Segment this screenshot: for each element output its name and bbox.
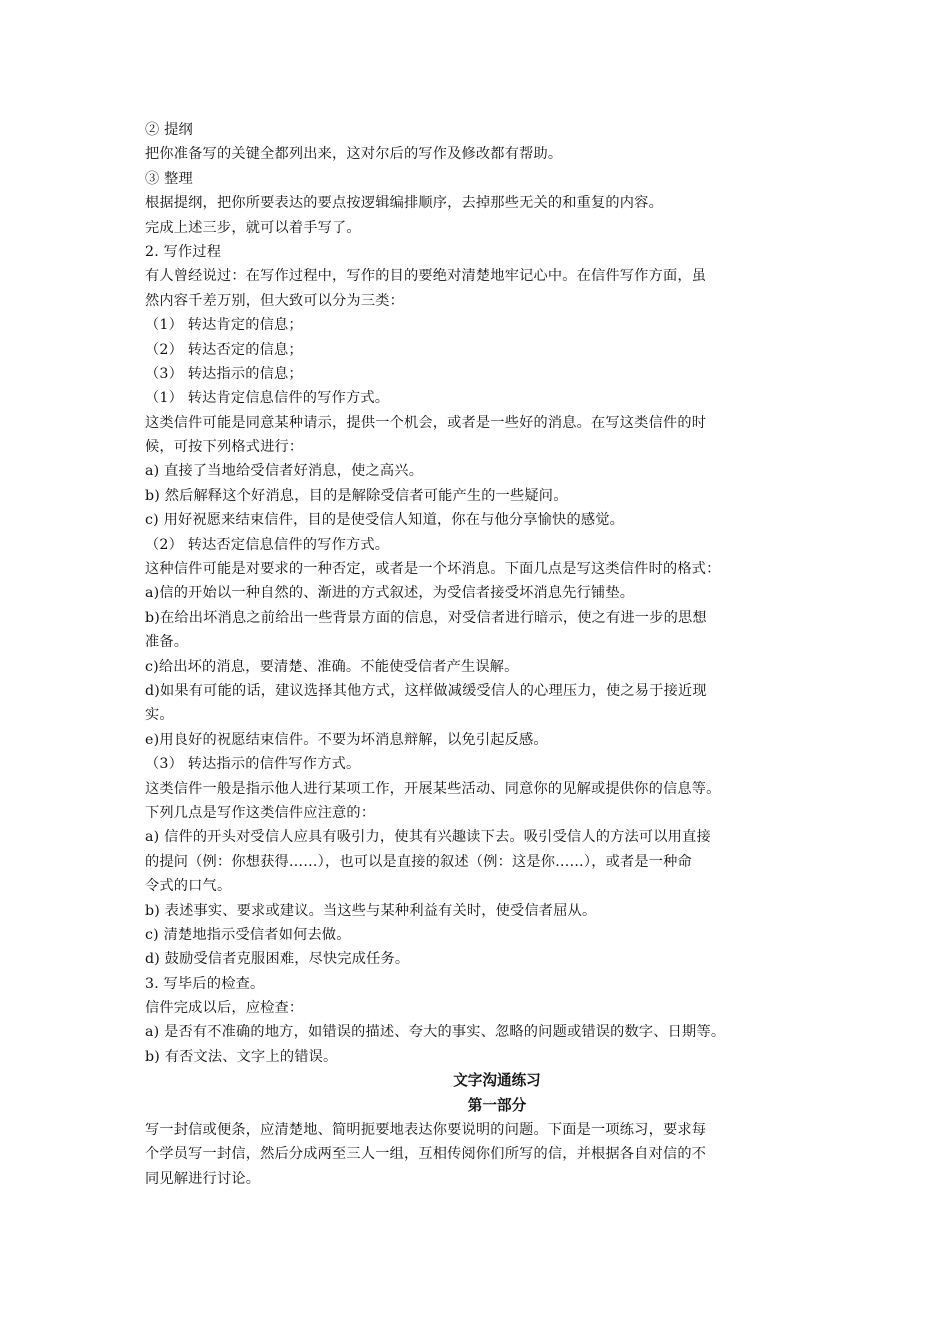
text-line: d) 鼓励受信者克服困难，尽快完成任务。 (145, 951, 410, 968)
text-line: 这类信件可能是同意某种请示，提供一个机会，或者是一些好的消息。在写这类信件的时 (145, 414, 707, 431)
text-line: 个学员写一封信，然后分成两至三人一组，互相传阅你们所写的信，并根据各自对信的不 (145, 1146, 707, 1163)
text-line: 信件完成以后，应检查： (145, 1000, 304, 1017)
section-heading: 文字沟通练习 (453, 1072, 541, 1090)
text-line: 2. 写作过程 (145, 243, 222, 260)
text-line: （1） 转达肯定的信息； (145, 317, 303, 334)
text-line: （2） 转达否定信息信件的写作方式。 (145, 536, 390, 553)
subsection-heading: 第一部分 (467, 1096, 527, 1114)
text-line: 实。 (145, 707, 174, 724)
text-line: a) 直接了当地给受信者好消息，使之高兴。 (145, 463, 424, 480)
text-line: 完成上述三步，就可以着手写了。 (145, 219, 361, 236)
text-line: c)给出坏的消息，要清楚、准确。不能使受信者产生误解。 (145, 658, 519, 675)
text-line: e)用良好的祝愿结束信件。不要为坏消息辩解，以免引起反感。 (145, 731, 548, 748)
text-line: 下列几点是写作这类信件应注意的： (145, 804, 376, 821)
text-line: c) 清楚地指示受信者如何去做。 (145, 926, 351, 943)
text-line: b)在给出坏消息之前给出一些背景方面的信息，对受信者进行暗示，使之有进一步的思想 (145, 609, 707, 626)
text-line: 准备。 (145, 634, 189, 651)
text-line: b) 有否文法、文字上的错误。 (145, 1048, 338, 1065)
body-text (0, 118, 950, 1069)
text-line: 候，可按下列格式进行： (145, 439, 304, 456)
text-line: b) 然后解释这个好消息，目的是解除受信者可能产生的一些疑问。 (145, 487, 568, 504)
text-line: （1） 转达肯定信息信件的写作方式。 (145, 390, 390, 407)
text-line: 然内容千差万别，但大致可以分为三类： (145, 292, 404, 309)
text-line: a)信的开始以一种自然的、渐进的方式叙述，为受信者接受坏消息先行铺垫。 (145, 585, 635, 602)
text-line: 同见解进行讨论。 (145, 1170, 261, 1187)
text-line: 把你准备写的关键全都列出来，这对尔后的写作及修改都有帮助。 (145, 146, 563, 163)
exercise-text (0, 1118, 950, 1191)
text-line: 的提问（例：你想获得……），也可以是直接的叙述（例：这是你……），或者是一种命 (145, 853, 692, 870)
text-line: a) 是否有不准确的地方，如错误的描述、夸大的事实、忽略的问题或错误的数字、日期等。 (145, 1024, 726, 1041)
text-line: 令式的口气。 (145, 878, 232, 895)
text-line: 这种信件可能是对要求的一种否定，或者是一个坏消息。下面几点是写这类信件时的格式： (145, 561, 721, 578)
text-line: 写一封信或便条，应清楚地、简明扼要地表达你要说明的问题。下面是一项练习，要求每 (145, 1122, 707, 1139)
text-line: d)如果有可能的话，建议选择其他方式，这样做减缓受信人的心理压力，使之易于接近现 (145, 682, 707, 699)
text-line: b) 表述事实、要求或建议。当这些与某种利益有关时，使受信者屈从。 (145, 902, 597, 919)
text-line: c) 用好祝愿来结束信件，目的是使受信人知道，你在与他分享愉快的感觉。 (145, 512, 624, 529)
text-line: （3） 转达指示的信息； (145, 365, 303, 382)
text-line: 根据提纲，把你所要表达的要点按逻辑编排顺序，去掉那些无关的和重复的内容。 (145, 195, 663, 212)
text-line: 这类信件一般是指示他人进行某项工作，开展某些活动、同意你的见解或提供你的信息等。 (145, 780, 721, 797)
text-line: （3） 转达指示的信件写作方式。 (145, 756, 361, 773)
text-line: ② 提纲 (145, 122, 193, 138)
text-line: 有人曾经说过：在写作过程中，写作的目的要绝对清楚地牢记心中。在信件写作方面，虽 (145, 268, 707, 285)
text-line: ③ 整理 (145, 170, 193, 187)
document-page (0, 118, 950, 1191)
text-line: a) 信件的开头对受信人应具有吸引力，使其有兴趣读下去。吸引受信人的方法可以用直接 (145, 829, 711, 846)
text-line: 3. 写毕后的检查。 (145, 975, 265, 992)
text-line: （2） 转达否定的信息； (145, 341, 303, 358)
